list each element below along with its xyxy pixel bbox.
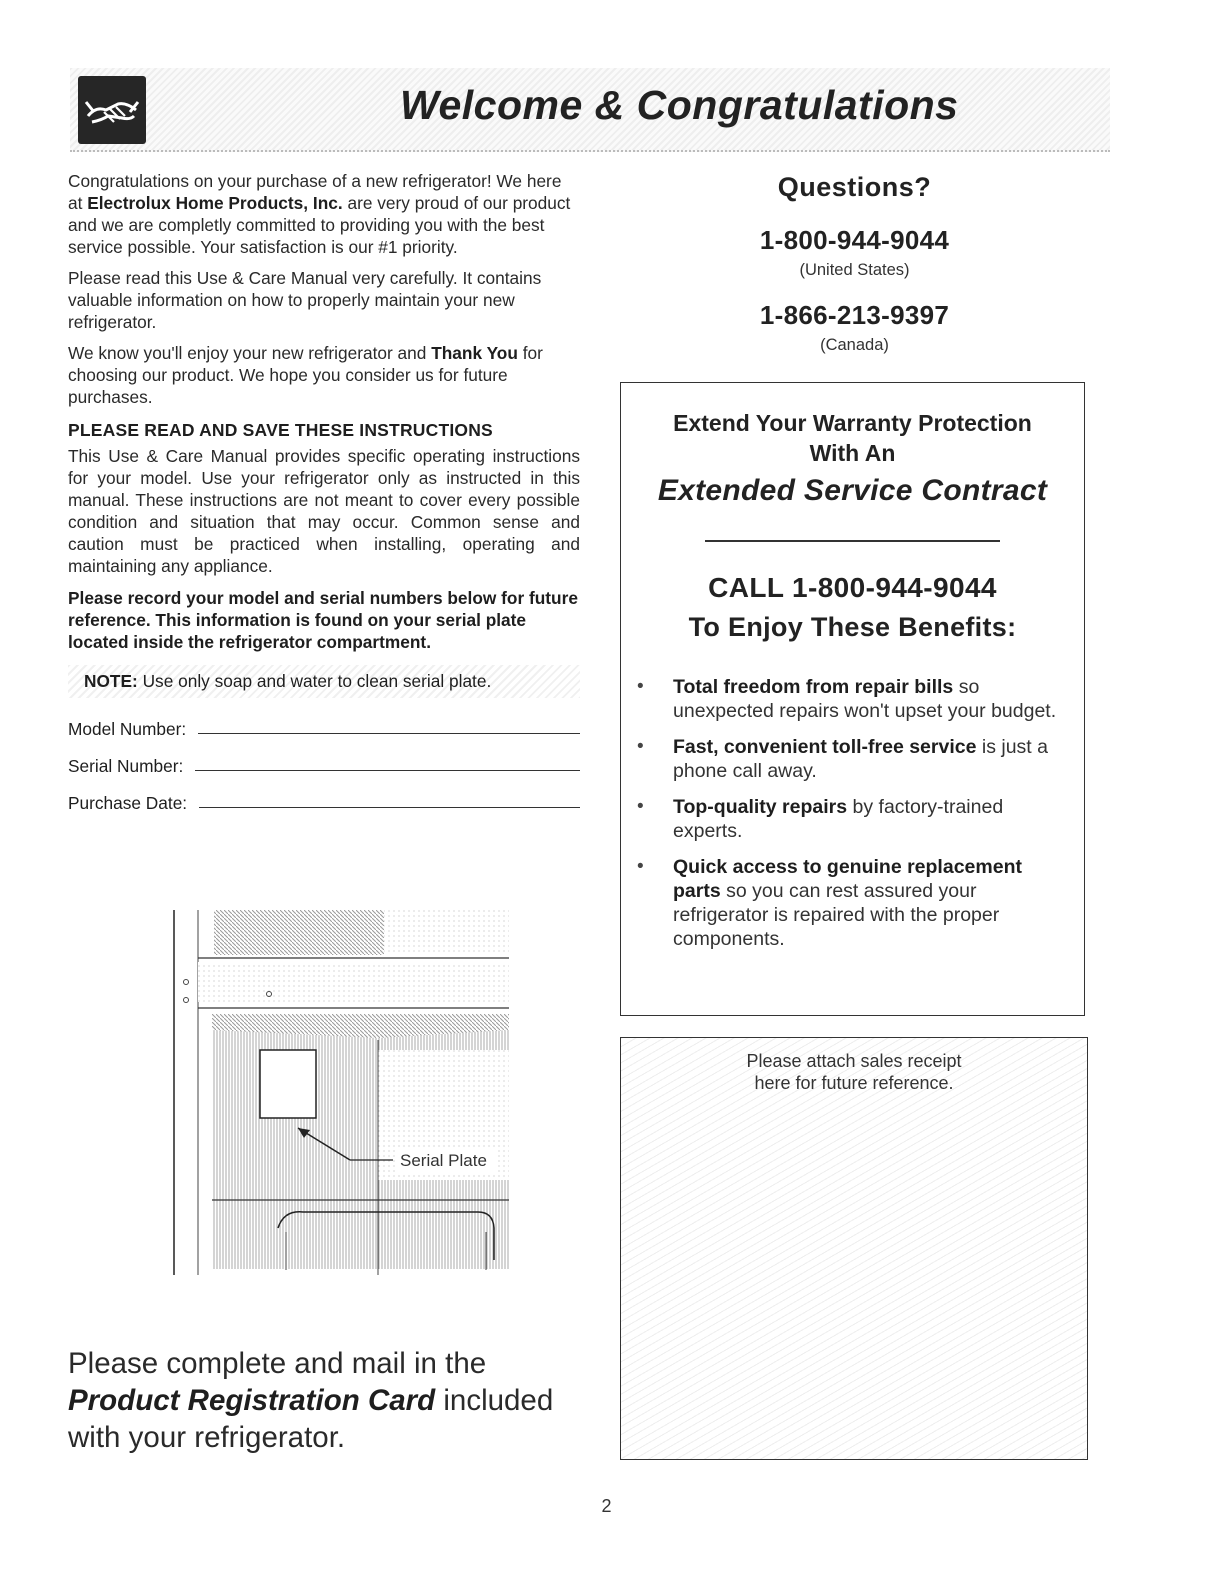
serial-plate-illustration bbox=[168, 910, 513, 1275]
intro-paragraph-3: We know you'll enjoy your new refrigerator and Thank You for choosing our product. We hope you consider us for future purchases. bbox=[68, 343, 543, 407]
page-title: Welcome & Congratulations bbox=[400, 82, 959, 128]
intro-paragraph-2: Please read this Use & Care Manual very carefully. It contains valuable information on how to properly maintain your new refrigerator. bbox=[68, 268, 542, 332]
bullet-icon: • bbox=[637, 676, 644, 697]
benefits-heading: To Enjoy These Benefits: bbox=[688, 612, 1017, 642]
benefit-item: • Top-quality repairs by factory-trained experts. bbox=[637, 796, 1004, 842]
intro-paragraph-1: Congratulations on your purchase of a new refrigerator! We here at Electrolux Home Products, Inc. are very proud of our product and we are completly committed to providing you with the best service possible. Your satisfaction is our #1 priority. bbox=[68, 171, 571, 257]
warranty-title: Extend Your Warranty Protection With An bbox=[673, 410, 1032, 466]
questions-title: Questions? bbox=[777, 172, 932, 202]
serial-number-field[interactable]: Serial Number: bbox=[68, 749, 580, 777]
receipt-instructions: Please attach sales receipt here for future reference. bbox=[746, 1051, 962, 1093]
note: NOTE: Use only soap and water to clean serial plate. bbox=[68, 665, 580, 698]
call-number: CALL 1-800-944-9044 bbox=[708, 572, 997, 603]
left-column bbox=[68, 170, 580, 823]
purchase-date-field[interactable]: Purchase Date: bbox=[68, 786, 580, 814]
handshake-icon bbox=[78, 76, 146, 144]
instructions-heading: PLEASE READ AND SAVE THESE INSTRUCTIONS bbox=[68, 420, 493, 440]
warranty-subtitle: Extended Service Contract bbox=[657, 474, 1048, 507]
benefit-item: • Total freedom from repair bills so unexpected repairs won't upset your budget. bbox=[637, 676, 1057, 722]
benefit-item: • Quick access to genuine replacement parts so you can rest assured your refrigerator is repaired with the proper components. bbox=[637, 856, 1022, 950]
warranty-box bbox=[620, 382, 1085, 1016]
model-number-field[interactable]: Model Number: bbox=[68, 712, 580, 740]
receipt-attach-box bbox=[620, 1037, 1088, 1460]
benefit-item: • Fast, convenient toll-free service is just a phone call away. bbox=[637, 736, 1048, 782]
canada-phone-number: 1-866-213-9397 bbox=[759, 300, 950, 330]
canada-label: (Canada) bbox=[820, 336, 889, 354]
registration-card-note: Please complete and mail in the Product Registration Card included with your refrigerator. bbox=[68, 1347, 554, 1454]
model-number-line[interactable] bbox=[198, 732, 580, 734]
serial-plate-label: Serial Plate bbox=[400, 1151, 487, 1170]
record-instructions: Please record your model and serial numbers below for future reference. This information is found on your serial plate located inside the refrigerator compartment. bbox=[68, 588, 578, 652]
serial-number-line[interactable] bbox=[195, 769, 580, 771]
bullet-icon: • bbox=[637, 856, 644, 877]
bullet-icon: • bbox=[637, 736, 644, 757]
page-number: 2 bbox=[601, 1496, 612, 1516]
questions-section bbox=[622, 170, 1087, 355]
divider bbox=[705, 540, 1000, 542]
benefits-list bbox=[621, 675, 1084, 951]
purchase-date-line[interactable] bbox=[199, 806, 580, 808]
instructions-body: This Use & Care Manual provides specific operating instructions for your model. Use your refrigerator only as instructed in this manual. These instructions are not meant to cover every possible condition and situation that may occur. Common sense and caution must be practiced when installing, operating and maintaining any appliance. bbox=[68, 446, 580, 576]
us-label: (United States) bbox=[799, 261, 910, 279]
bullet-icon: • bbox=[637, 796, 644, 817]
header-banner bbox=[70, 68, 1110, 152]
us-phone-number: 1-800-944-9044 bbox=[759, 225, 950, 255]
